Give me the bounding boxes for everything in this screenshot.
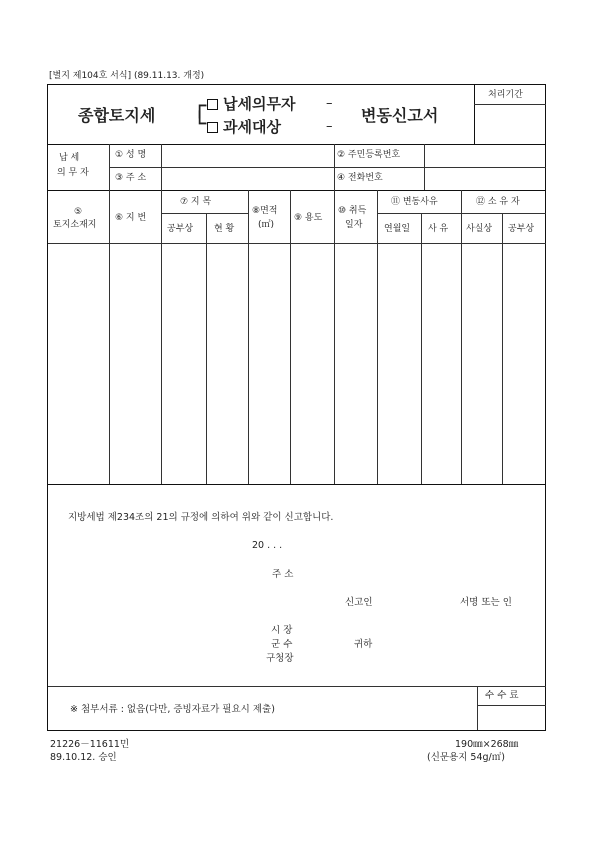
office-district: 구청장 [266,653,294,664]
owner-header: ⑫ 소 유 자 [476,197,520,207]
checkbox-taxpayer[interactable] [207,99,218,110]
name-field[interactable] [162,145,333,166]
option-tax-object[interactable] [207,120,281,135]
dash-right-1: – [326,96,333,111]
reporter-label: 신고인 [345,597,373,608]
location-number: ⑤ [74,207,83,217]
footer-paper-type: (신문용지 54g/㎡) [427,752,505,763]
left-bracket-bottom: └ [193,112,207,137]
resident-number-field[interactable] [425,145,545,166]
dash-right-2: – [326,119,333,134]
option-tax-object-label: 과세대상 [223,118,281,136]
fee-label: 수 수 료 [485,690,519,701]
lot-number-header: ⑥ 지 번 [115,213,147,223]
phone-field[interactable] [425,168,545,189]
signature-label: 서명 또는 인 [460,597,512,608]
title-left: 종합토지세 [78,106,156,125]
usage-header: ⑨ 용도 [294,213,323,223]
address-field[interactable] [162,168,333,189]
change-cause-header: 사 유 [428,224,449,234]
footer-paper-size: 190㎜×268㎜ [455,739,519,750]
change-reason-header: ⑪ 변동사유 [391,197,438,207]
change-date-header: 연월일 [384,224,411,234]
location-header: 토지소재지 [53,220,97,230]
footer-approval-date: 89.10.12. 승인 [50,752,117,763]
option-taxpayer[interactable] [207,97,295,112]
checkbox-tax-object[interactable] [207,122,218,133]
acquisition-date-header: 일자 [345,220,363,230]
taxpayer-label-2: 의 무 자 [57,168,89,178]
date-line: 20 . . . [252,540,283,551]
phone-label: ④ 전화번호 [337,173,383,183]
form-reference: [별지 제104호 서식] (89.11.13. 개정) [49,71,205,81]
processing-period-label: 처리기간 [488,90,523,100]
land-category-header: ⑦ 지 목 [180,197,212,207]
attachment-note: ※ 첨부서류 : 없음(다만, 증빙자료가 필요시 제출) [70,704,275,715]
address-label: ③ 주 소 [115,173,147,183]
title-right: 변동신고서 [361,106,439,125]
area-header: ⑧면적 [252,206,278,216]
owner-official-header: 공부상 [508,224,535,234]
area-unit-header: (㎡) [258,220,275,230]
owner-actual-header: 사실상 [466,224,493,234]
land-category-current-header: 현 황 [214,224,235,234]
office-mayor: 시 장 [271,625,293,636]
name-label: ① 성 명 [115,150,147,160]
option-taxpayer-label: 납세의무자 [223,95,296,113]
address-line-label: 주 소 [272,569,294,580]
left-bracket: ┌ [193,94,207,119]
land-entry-area[interactable] [49,244,545,483]
acquisition-header: ⑩ 취득 [338,206,367,216]
resident-number-label: ② 주민등록번호 [337,150,401,160]
taxpayer-label-1: 납 세 [59,153,80,163]
declaration-text: 지방세법 제234조의 21의 규정에 의하여 위와 같이 신고합니다. [68,512,334,523]
addressee: 귀하 [354,639,373,650]
land-category-official-header: 공부상 [167,224,194,234]
footer-code: 21226－11611민 [50,739,130,750]
office-county: 군 수 [271,639,293,650]
